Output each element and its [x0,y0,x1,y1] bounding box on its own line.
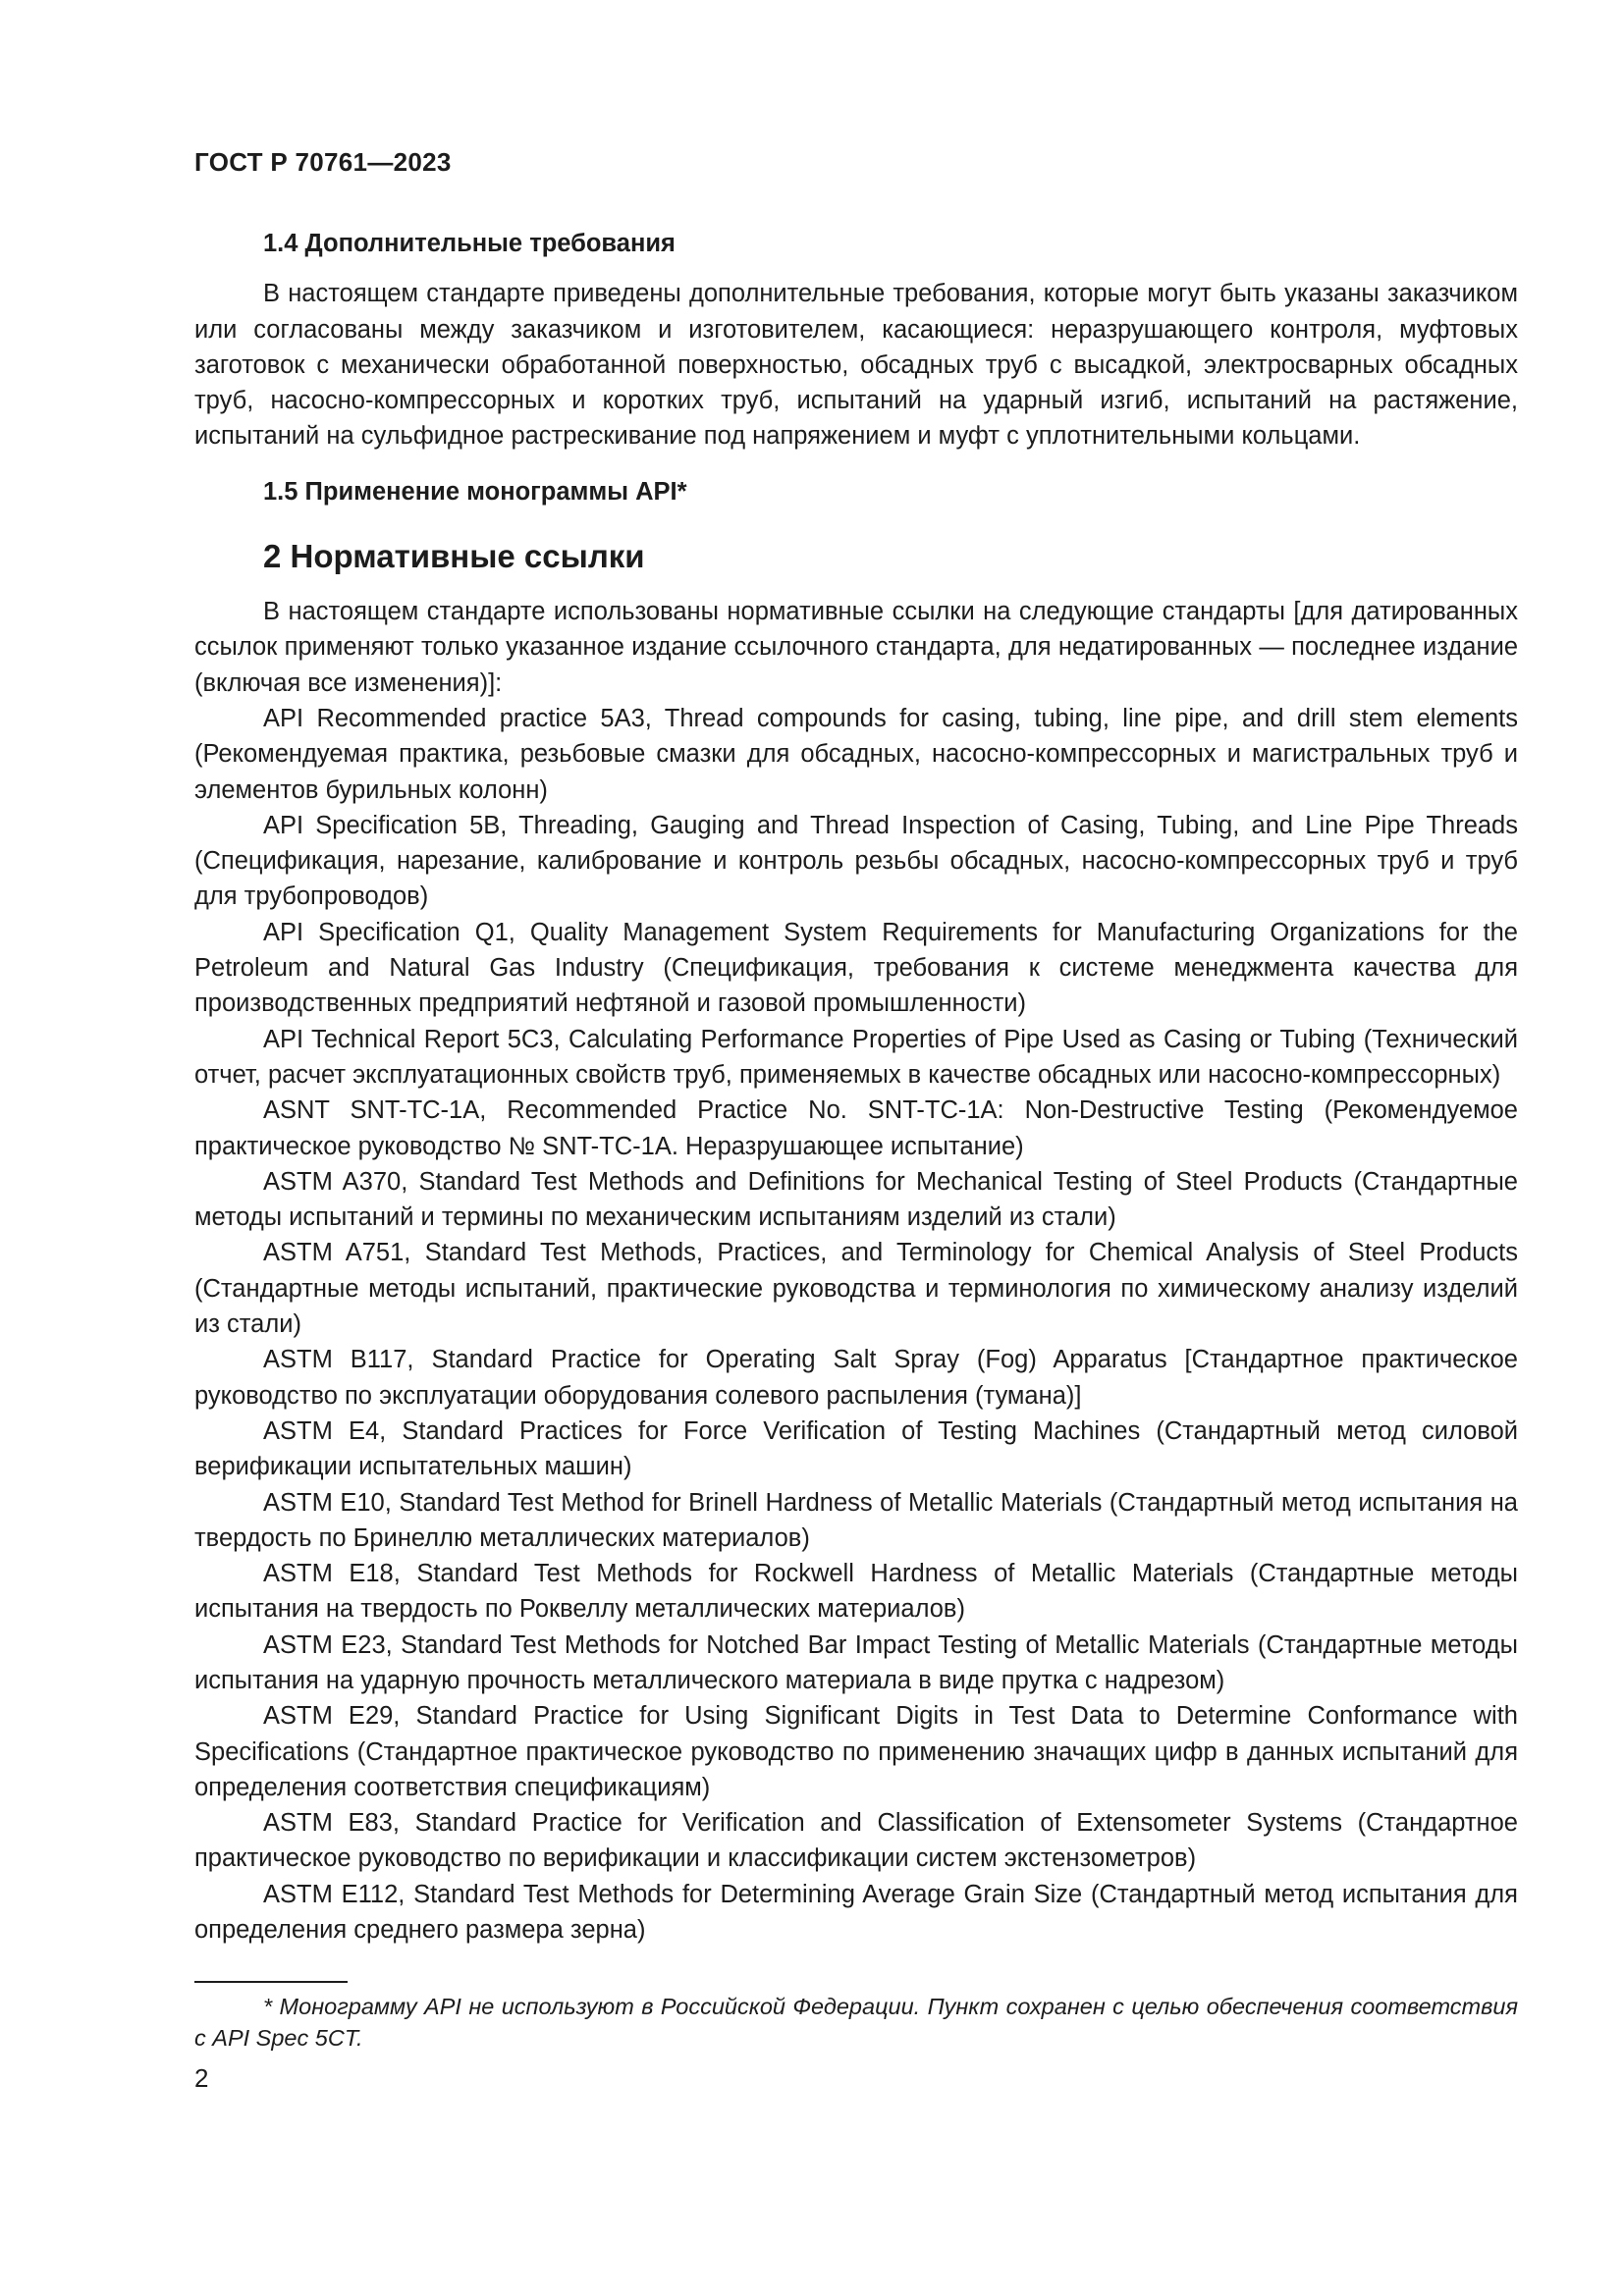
footnote-text: * Монограмму API не используют в Российской Федерации. Пункт сохранен с целью обеспечения соответствия с API Spec 5CT. [194,1994,1518,2051]
reference-item: ASTM B117, Standard Practice for Operating Salt Spray (Fog) Apparatus [Стандартное практическое руководство по эксплуатации оборудования солевого распыления (тумана)] [194,1346,1518,1410]
reference-item: API Specification Q1, Quality Management System Requirements for Manufacturing Organizations for the Petroleum and Natural Gas Industry (Спецификация, требования к системе менеджмента качества для производственных предприятий нефтяной и газовой промышленности) [194,918,1518,1018]
section-1-4-heading: 1.4 Дополнительные требования [263,230,676,257]
footnote-divider [194,1981,348,1983]
section-1-4-paragraph: В настоящем стандарте приведены дополнительные требования, которые могут быть указаны заказчиком или согласованы между заказчиком и изготовителем, касающиеся: неразрушающего контроля, муфтовых заготовок с механически обработанной поверхностью, обсадных труб с высадкой, электросварных обсадных труб, насосно-компрессорных и коротких труб, испытаний на ударный изгиб, испытаний на растяжение, испытаний на сульфидное растрескивание под напряжением и муфт с уплотнительными кольцами. [194,280,1518,451]
reference-item: ASTM A370, Standard Test Methods and Definitions for Mechanical Testing of Steel Products (Стандартные методы испытаний и термины по механическим испытаниям изделий из стали) [194,1167,1518,1232]
reference-item: ASTM E10, Standard Test Method for Brinell Hardness of Metallic Materials (Стандартный метод испытания на твердость по Бринеллю металлических материалов) [194,1488,1518,1552]
reference-item: API Technical Report 5C3, Calculating Performance Properties of Pipe Used as Casing or Tubing (Технический отчет, расчет эксплуатационных свойств труб, применяемых в качестве обсадных или насосно-компрессорных) [194,1025,1518,1089]
section-2-intro-paragraph: В настоящем стандарте использованы нормативные ссылки на следующие стандарты [для датированных ссылок применяют только указанное издание ссылочного стандарта, для недатированных — последнее издание (включая все изменения)]: [194,598,1518,697]
normative-references-list [194,701,1518,1948]
reference-item: ASTM E83, Standard Practice for Verification and Classification of Extensometer Systems (Стандартное практическое руководство по верификации и классификации систем экстензометров) [194,1809,1518,1873]
reference-item: ASTM E29, Standard Practice for Using Significant Digits in Test Data to Determine Conformance with Specifications (Стандартное практическое руководство по применению значащих цифр в данных испытаний для определения соответствия спецификациям) [194,1702,1518,1801]
reference-item: ASTM E23, Standard Test Methods for Notched Bar Impact Testing of Metallic Materials (Стандартные методы испытания на ударную прочность металлического материала в виде прутка с надрезом) [194,1630,1518,1694]
document-code-header: ГОСТ Р 70761—2023 [194,147,452,177]
reference-item: ASNT SNT-TC-1A, Recommended Practice No. SNT-TC-1A: Non-Destructive Testing (Рекомендуемое практическое руководство № SNT-TC-1A. Неразрушающее испытание) [194,1096,1518,1160]
reference-item: ASTM E18, Standard Test Methods for Rockwell Hardness of Metallic Materials (Стандартные методы испытания на твердость по Роквеллу металлических материалов) [194,1560,1518,1624]
reference-item: ASTM A751, Standard Test Methods, Practices, and Terminology for Chemical Analysis of Steel Products (Стандартные методы испытаний, практические руководства и терминология по химическому анализу изделий из стали) [194,1239,1518,1339]
reference-item: API Specification 5B, Threading, Gauging and Thread Inspection of Casing, Tubing, and Line Pipe Threads (Спецификация, нарезание, калибрование и контроль резьбы обсадных, насосно-компрессорных труб и труб для трубопроводов) [194,811,1518,911]
page-number: 2 [194,2063,209,2093]
reference-item: ASTM E112, Standard Test Methods for Determining Average Grain Size (Стандартный метод испытания для определения среднего размера зерна) [194,1880,1518,1945]
reference-item: API Recommended practice 5A3, Thread compounds for casing, tubing, line pipe, and drill stem elements (Рекомендуемая практика, резьбовые смазки для обсадных, насосно-компрессорных и магистральных труб и элементов бурильных колонн) [194,704,1518,804]
section-1-5-heading: 1.5 Применение монограммы API* [263,477,687,506]
reference-item: ASTM E4, Standard Practices for Force Verification of Testing Machines (Стандартный метод силовой верификации испытательных машин) [194,1416,1518,1481]
section-2-heading: 2 Нормативные ссылки [263,538,645,575]
page-content [194,226,1518,1948]
